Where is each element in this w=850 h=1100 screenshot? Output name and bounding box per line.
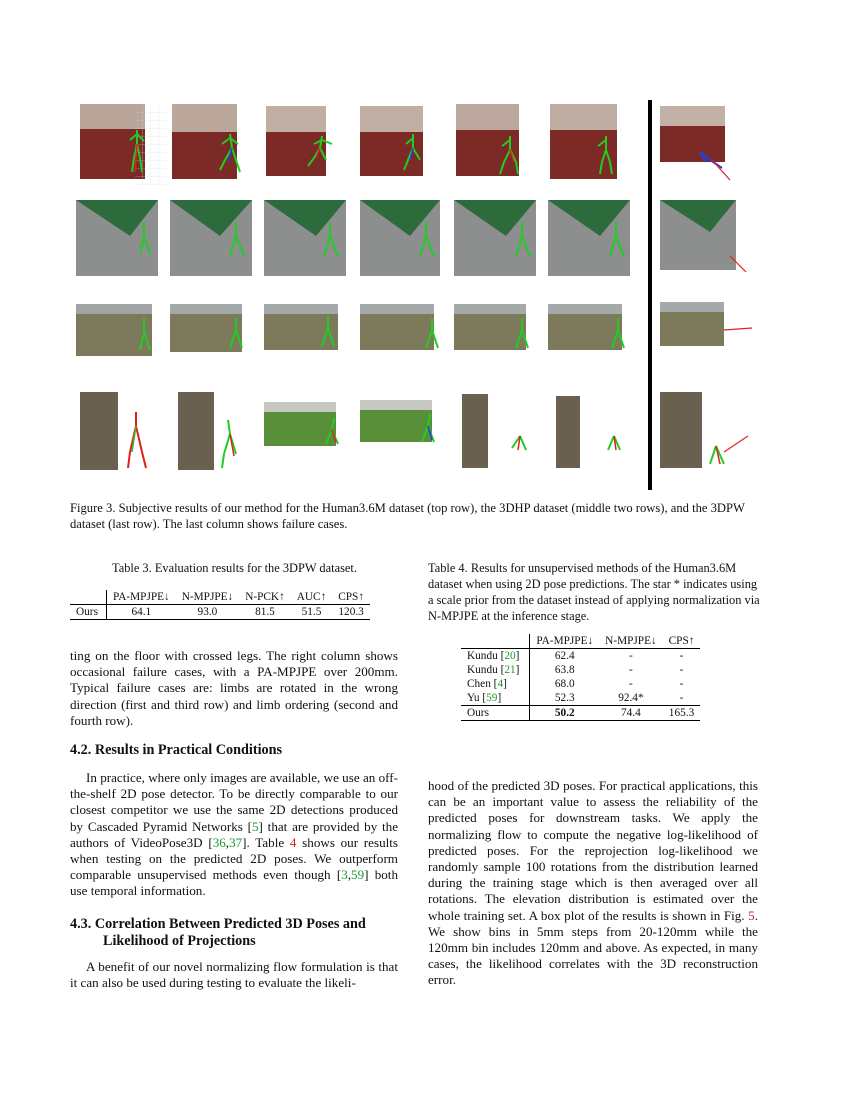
- section-heading-4-3: 4.3. Correlation Between Predicted 3D Poses and Likelihood of Projections: [70, 916, 366, 949]
- table-3-cell: 93.0: [176, 605, 239, 620]
- citation-link[interactable]: 3: [341, 867, 348, 883]
- table-4-cell: 63.8: [554, 664, 575, 676]
- table-4-cell: -: [679, 664, 684, 676]
- citation-link[interactable]: 21: [504, 664, 516, 676]
- table-row: [461, 691, 700, 706]
- table-4-cell: -: [629, 678, 633, 690]
- table-4-cell: -: [679, 678, 684, 690]
- table-3-cell: 120.3: [332, 605, 370, 620]
- table-3: [70, 590, 370, 620]
- thumb-r1c7: [660, 106, 730, 180]
- table-4-cell: 165.3: [663, 706, 701, 721]
- table-3-caption: Table 3. Evaluation results for the 3DPW dataset.: [112, 561, 357, 575]
- table-4-cell: -: [629, 664, 633, 676]
- table-4-corner: [461, 634, 530, 649]
- table-4-caption: Table 4. Results for unsupervised methods of the Human3.6M dataset when using 2D pose predictions. The star * indicates using a scale prior from the dataset instead of applying normalization via N-MPJPE at the inference stage.: [428, 561, 760, 623]
- table-4-header: PA-MPJPE↓: [530, 634, 599, 649]
- section-heading-4-2: 4.2. Results in Practical Conditions: [70, 742, 283, 758]
- table-4-method: Kundu [20]: [461, 649, 530, 664]
- figure-link[interactable]: 5: [748, 907, 755, 923]
- table-3-cell: 64.1: [106, 605, 175, 620]
- thumb-r1c3: [266, 106, 332, 176]
- failure-separator: [648, 100, 652, 490]
- thumb-r1c4: [360, 106, 423, 176]
- figure-3-grid: [70, 96, 770, 496]
- figure-3: [70, 96, 770, 496]
- table-4-method: Ours: [461, 706, 530, 721]
- figure-3-caption: Figure 3. Subjective results of our method for the Human3.6M dataset (top row), the 3DHP dataset (middle two rows), and the 3DPW dataset (last row). The last column shows failure cases.: [70, 501, 745, 531]
- row-human36m: [80, 104, 730, 186]
- table-4-cell: 62.4: [554, 650, 575, 662]
- citation-link[interactable]: 36: [212, 834, 226, 850]
- citation-link[interactable]: 37: [229, 834, 243, 850]
- table-3-header: N-MPJPE↓: [176, 590, 239, 605]
- left-paragraph-1: [70, 648, 398, 729]
- table-4-cell: 68.0: [554, 678, 575, 690]
- thumb-r1c1: [80, 104, 165, 186]
- table-row: [461, 677, 700, 691]
- table-3-header: CPS↑: [332, 590, 370, 605]
- right-column-body: hood of the predicted 3D poses. For practical applications, this can be an important value to assess the reliability of the predicted poses for downstream tasks. We apply the normalizing flow to compute the negative log-likelihood of predicted poses. For the reprojection log-likelihood we randomly sample 100 rotations from the distribution learned during the training stage which is then averaged over all rotations. The elevation distribution is estimated over the whole training set. A box plot of the results is shown in Fig. 5. We show bins in 5mm steps from 20-120mm while the 120mm bin includes 120mm and above. As expected, in many cases, the likelihood correlates with the 3D reconstruction error.: [428, 778, 758, 988]
- citation-link[interactable]: 4: [497, 678, 504, 690]
- thumb-r1c5: [456, 104, 519, 176]
- citation-link[interactable]: 59: [486, 692, 498, 704]
- table-3-row-label: Ours: [70, 605, 106, 620]
- section-4-2-body: In practice, where only images are available, we use an off-the-shelf 2D pose detector. To be directly comparable to our closest competitor we use the same 2D detections produced by Cascaded Pyramid Networks [5] that are provided by the authors of VideoPose3D [36,37]. Table 4 shows our results when testing on the predicted 2D poses. We outperform comparable unsupervised methods even though [3,59] both use temporal information.: [70, 770, 399, 899]
- table-4-cell: -: [629, 650, 633, 662]
- table-row: [461, 663, 700, 677]
- citation-link[interactable]: 5: [252, 818, 259, 834]
- table-link[interactable]: 4: [289, 834, 297, 850]
- paragraph: ting on the floor with crossed legs. The right column shows occasional failure cases, with a PA-MPJPE over 200mm. Typical failure cases are: limbs are rotated in the wrong direction (first and third row) and limb ordering (second and fourth row).: [70, 648, 398, 728]
- table-3-cell: 51.5: [291, 605, 333, 620]
- table-3-corner: [70, 590, 106, 605]
- table-4-method: Kundu [21]: [461, 663, 530, 677]
- table-row: [461, 706, 700, 721]
- table-3-header: AUC↑: [291, 590, 333, 605]
- table-4-cell: 74.4: [599, 706, 662, 721]
- thumb-r1c6: [550, 104, 617, 179]
- table-4-method: Chen [4]: [461, 677, 530, 691]
- table-4-cell: 50.2: [530, 706, 599, 721]
- table-4-method: Yu [59]: [461, 691, 530, 706]
- section-4-3-body: A benefit of our novel normalizing flow formulation is that it can also be used during testing to evaluate the likeli-: [70, 959, 398, 991]
- citation-link[interactable]: 20: [504, 650, 516, 662]
- thumb-r1c2: [172, 104, 240, 179]
- table-4-header: CPS↑: [663, 634, 701, 649]
- citation-link[interactable]: 59: [351, 867, 365, 883]
- table-4-cell: 92.4*: [618, 692, 644, 704]
- table-4-cell: -: [679, 650, 684, 662]
- row-3dhp-1: [76, 200, 746, 276]
- table-4-cell: 52.3: [554, 692, 575, 704]
- table-3-cell: 81.5: [239, 605, 291, 620]
- table-4-header: N-MPJPE↓: [599, 634, 662, 649]
- table-3-header: PA-MPJPE↓: [106, 590, 175, 605]
- table-4: [461, 634, 700, 721]
- table-4-cell: -: [679, 692, 684, 704]
- table-3-header: N-PCK↑: [239, 590, 291, 605]
- table-row: [461, 649, 700, 664]
